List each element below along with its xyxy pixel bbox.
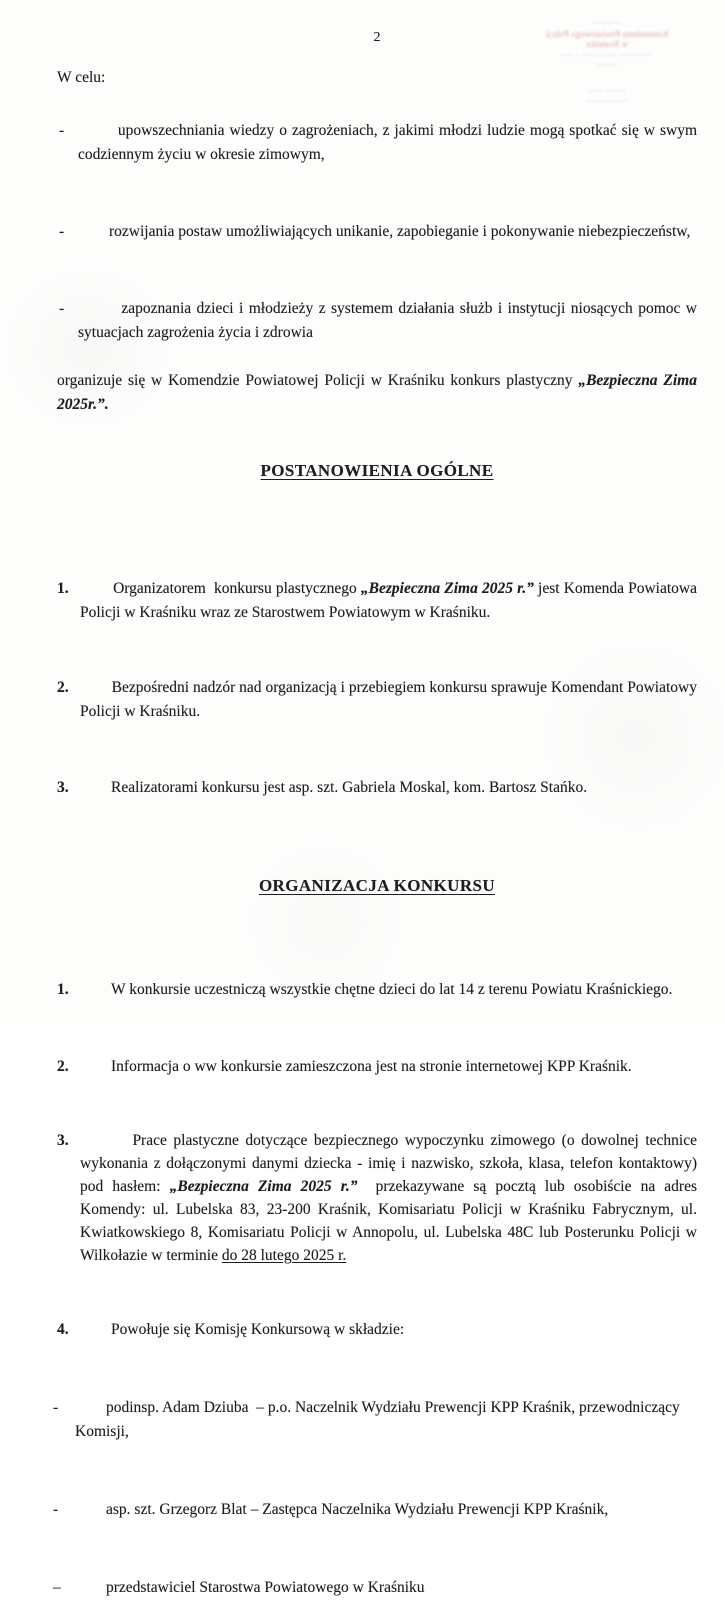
item-text: Organizatorem konkursu plastycznego	[113, 580, 361, 597]
list-item	[57, 752, 697, 824]
dash-marker: -	[53, 1399, 59, 1416]
closing-text: organizuje się w Komendzie Powiatowej Policji w Kraśniku konkurs plastyczny	[57, 372, 579, 389]
contest-title: „Bezpieczna Zima 2025 r.”	[360, 580, 534, 597]
contest-organization-list	[57, 954, 701, 1366]
section-heading-organizacja: ORGANIZACJA KONKURSU	[258, 876, 496, 895]
item-number: 2.	[57, 679, 69, 696]
intro-lead: W celu:	[57, 69, 106, 86]
section-heading-postanowienia: POSTANOWIENIA OGÓLNE	[260, 461, 494, 480]
bullet-text: upowszechniania wiedzy o zagrożeniach, z jakimi młodzi ludzie mogą spotkać się w swym codziennym życiu w okresie zimowym,	[78, 122, 701, 163]
stamp-line: ··········	[592, 18, 622, 28]
dash-marker: -	[53, 1501, 59, 1518]
bullet-text: zapoznania dzieci i młodzieży z systemem działania służb i instytucji niosących pomoc w sytuacjach zagrożenia życia i zdrowia	[78, 300, 701, 341]
intro-closing-paragraph	[57, 369, 701, 417]
item-text: Informacja o ww konkursie zamieszczona jest na stronie internetowej KPP Kraśnik.	[111, 1058, 632, 1075]
item-number: 1.	[57, 580, 69, 597]
item-number: 3.	[57, 1132, 69, 1149]
intro-bullet-1	[57, 95, 701, 191]
committee-list	[53, 1372, 697, 1624]
contest-title: „Bezpieczna Zima 2025r.”.	[57, 372, 701, 413]
list-item	[57, 954, 697, 1026]
list-item	[57, 1106, 701, 1290]
stamp-line: ··········· ············ · ····	[561, 49, 653, 60]
item-number: 1.	[57, 981, 69, 998]
list-item	[57, 1031, 697, 1103]
committee-member-1	[53, 1372, 697, 1468]
dash-marker: -	[59, 122, 65, 139]
dash-marker: –	[53, 1579, 61, 1596]
item-text: jest Komenda Powiatowa Policji w Kraśniku wraz ze Starostwem Powiatowym w Kraśniku.	[80, 580, 701, 621]
dash-marker: -	[59, 223, 65, 240]
stamp-line: w Kraśniku	[586, 39, 628, 49]
member-text: asp. szt. Grzegorz Blat – Zastępca Naczelnika Wydziału Prewencji KPP Kraśnik,	[106, 1501, 609, 1518]
stamp-line: ······· ·····	[587, 85, 627, 96]
intro-bullet-3	[57, 273, 701, 369]
intro-bullet-list	[57, 95, 701, 369]
committee-member-2	[53, 1474, 697, 1546]
stamp-line: ··············	[586, 96, 628, 106]
contest-title: „Bezpieczna Zima 2025 r.”	[169, 1178, 358, 1195]
item-text: Powołuje się Komisję Konkursową w składzie:	[111, 1321, 405, 1338]
item-text: Bezpośredni nadzór nad organizacją i przebiegiem konkursu sprawuje Komendant Powiatowy Policji w Kraśniku.	[80, 679, 701, 720]
member-text: podinsp. Adam Dziuba – p.o. Naczelnik Wydziału Prewencji KPP Kraśnik, przewodniczący Komisji,	[75, 1399, 684, 1440]
item-number: 3.	[57, 779, 69, 796]
bullet-text: rozwijania postaw umożliwiających unikanie, zapobieganie i pokonywanie niebezpieczeństw,	[109, 223, 691, 240]
committee-member-3	[53, 1552, 697, 1624]
intro-bullet-2	[57, 196, 697, 268]
stamp-line: ·······	[596, 60, 618, 70]
item-number: 4.	[57, 1321, 69, 1338]
list-item	[57, 553, 701, 649]
dash-marker: -	[59, 300, 65, 317]
item-number: 2.	[57, 1058, 69, 1075]
item-text: Realizatorami konkursu jest asp. szt. Gabriela Moskal, kom. Bartosz Stańko.	[111, 779, 588, 796]
item-text: przekazywane są pocztą lub osobiście na adres Komendy: ul. Lubelska 83, 23-200 Kraśnik, Komisariatu Policji w Kraśniku Fabrycznym, ul. Kwiatkowskiego 8, Komisariatu Policji w Annopolu, ul. Lubelska 48C lub Posterunku Policji w Wilkołazie w terminie	[80, 1178, 701, 1264]
list-item	[57, 652, 701, 748]
deadline-underlined: do 28 lutego 2025 r.	[221, 1247, 347, 1264]
stamp-line: Komendanta Powiatowego Policji	[545, 28, 669, 39]
item-text: Prace plastyczne dotyczące bezpiecznego wypoczynku zimowego (o dowolnej technice wykonania z dołączonymi danymi dziecka - imię i nazwisko, szkoła, klasa, telefon kontaktowy) pod hasłem:	[80, 1132, 701, 1195]
list-item	[57, 1294, 697, 1366]
page-number: 2	[373, 30, 381, 45]
member-text: przedstawiciel Starostwa Powiatowego w Kraśniku	[106, 1579, 425, 1596]
item-text: W konkursie uczestniczą wszystkie chętne dzieci do lat 14 z terenu Powiatu Kraśnickiego.	[111, 981, 673, 998]
general-provisions-list	[57, 553, 701, 824]
